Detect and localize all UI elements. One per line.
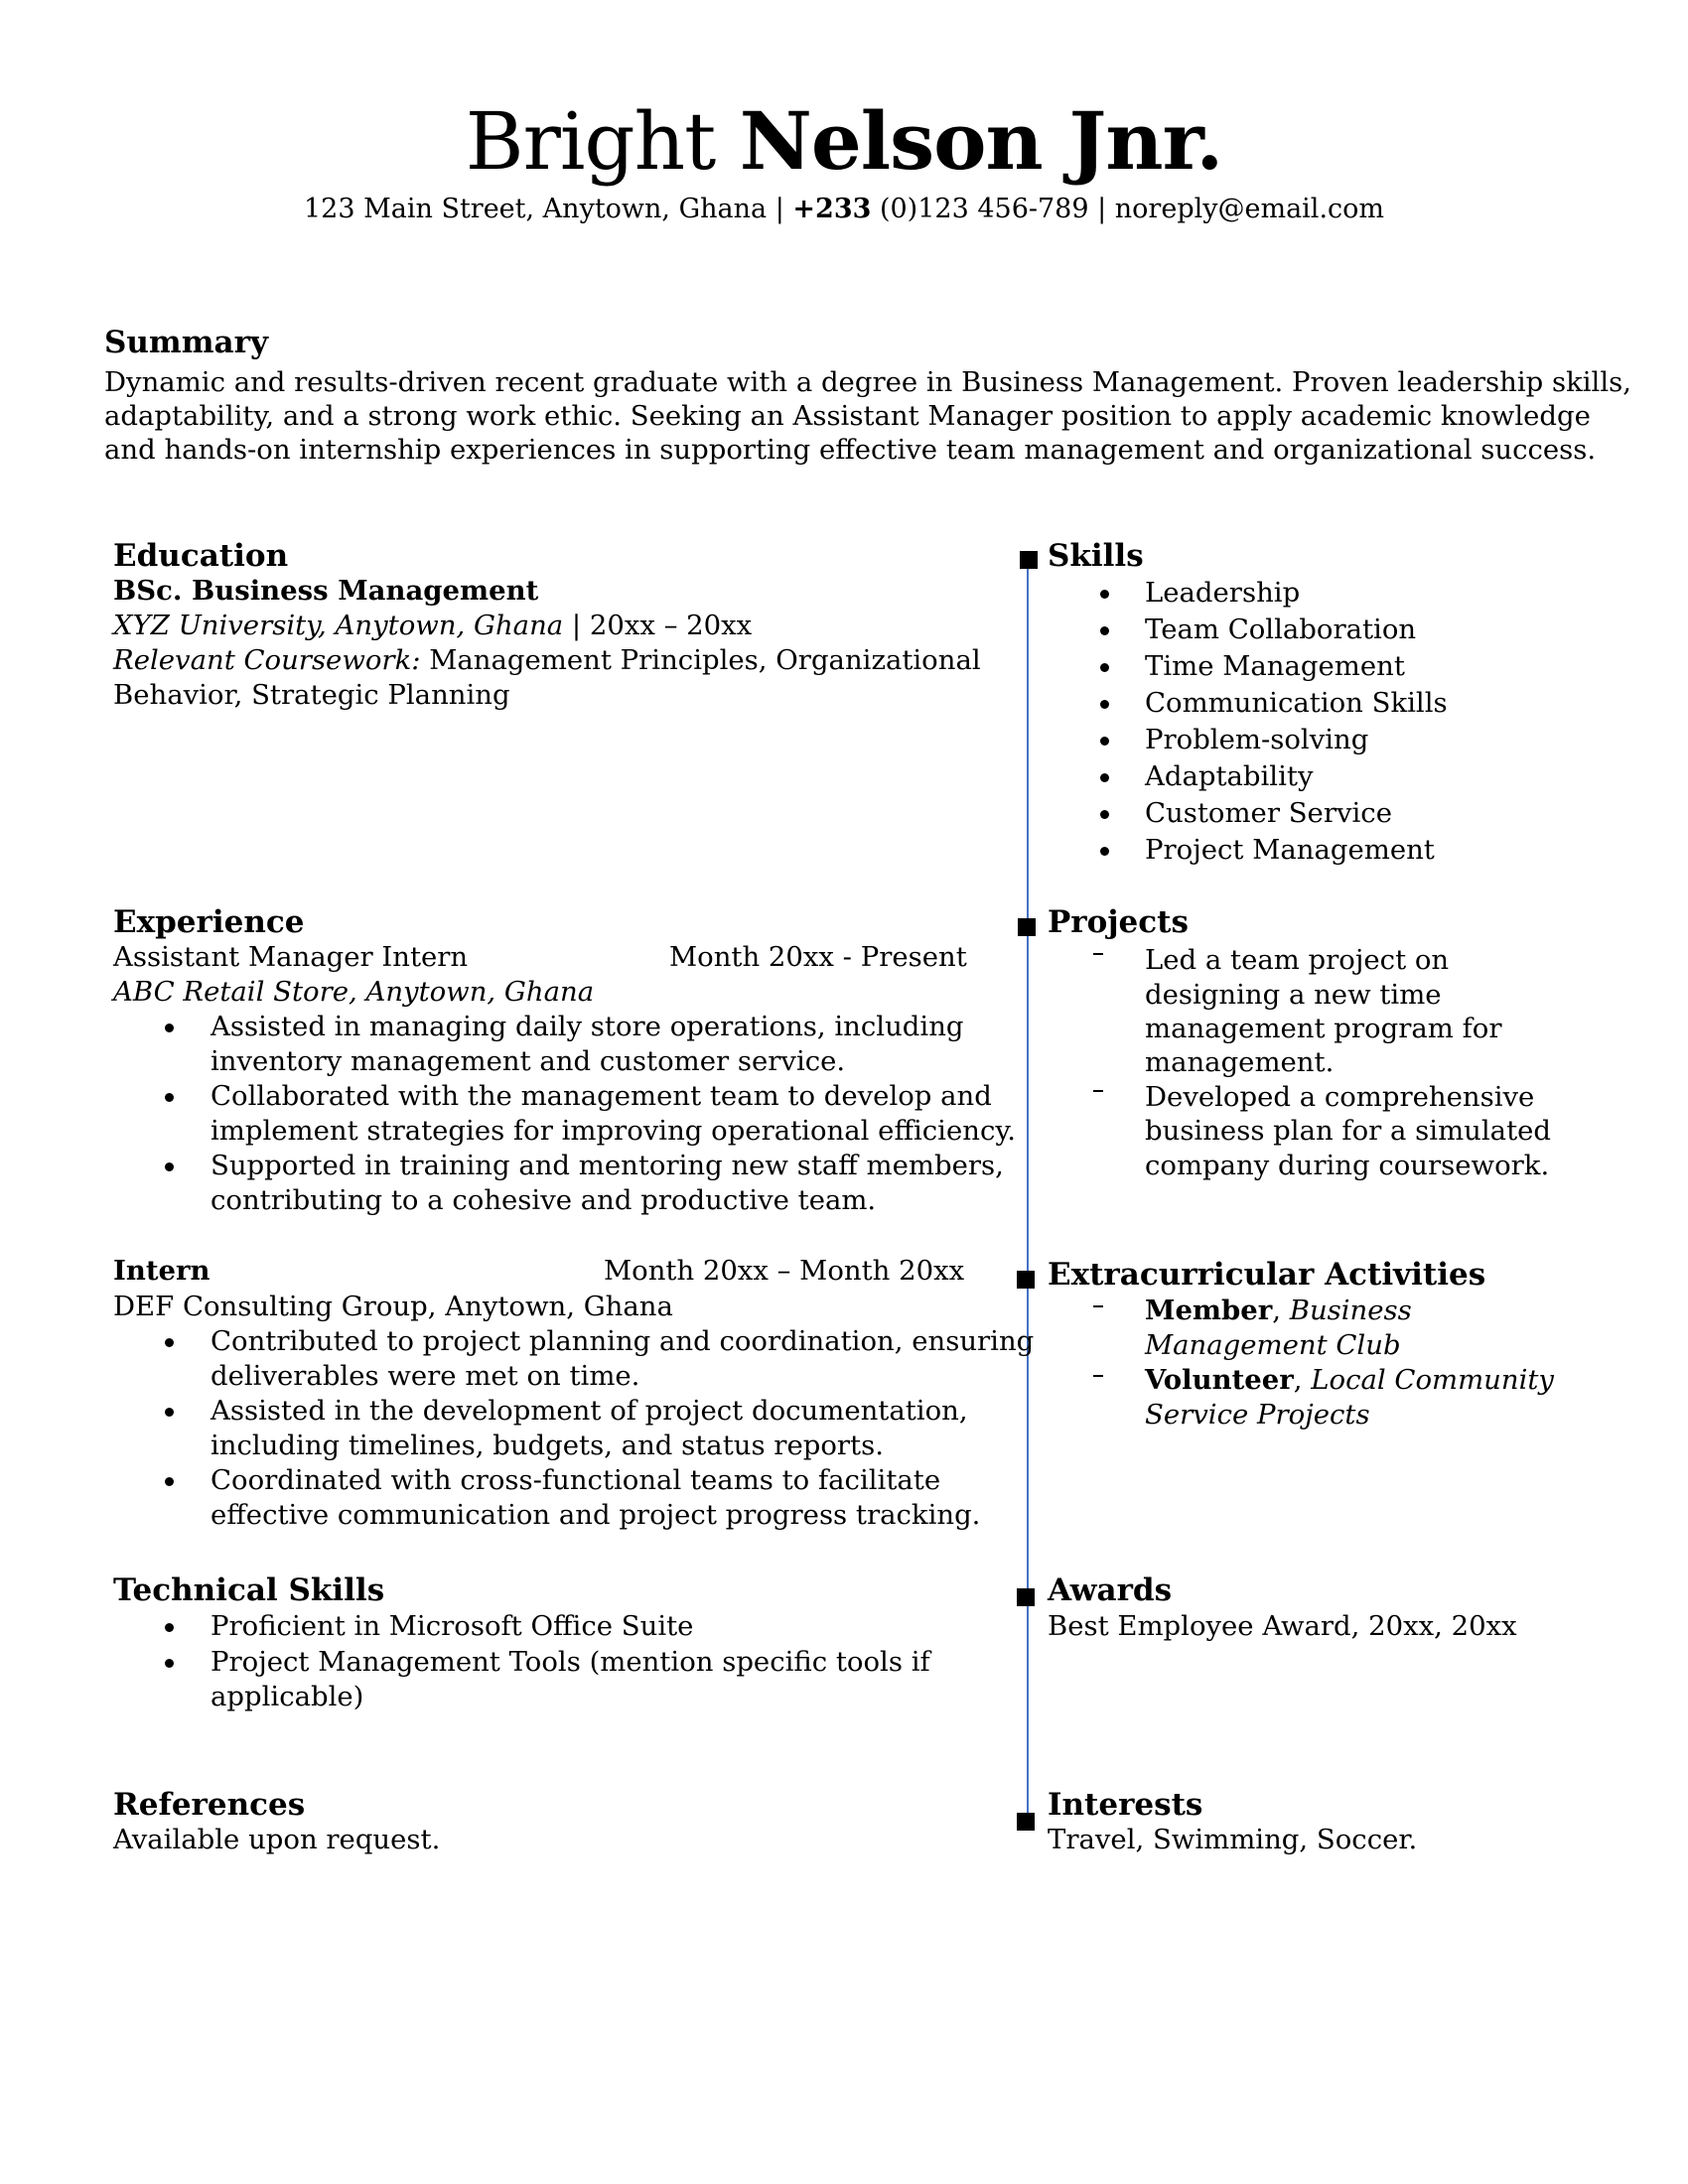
- activity-org: Local Community: [1311, 1364, 1554, 1396]
- bullet-icon: [165, 1338, 174, 1347]
- section-marker-icon: [1018, 918, 1036, 936]
- bullet-icon: [1100, 700, 1109, 709]
- interests-text: Travel, Swimming, Soccer.: [1048, 1824, 1418, 1855]
- section-marker-icon: [1017, 1588, 1035, 1606]
- project-text: company during coursework.: [1145, 1150, 1550, 1181]
- bullet-icon: [165, 1024, 174, 1032]
- bullet-text: Contributed to project planning and coordination, ensuring: [211, 1325, 1035, 1357]
- bullet-text: Collaborated with the management team to develop and: [211, 1080, 992, 1112]
- dash-bullet-icon: [1093, 1090, 1103, 1092]
- activity-line: [1145, 1363, 1554, 1398]
- dash-bullet-icon: [1093, 1375, 1103, 1377]
- technical-skill-item: Project Management Tools (mention specific tools if: [211, 1646, 930, 1678]
- project-text: business plan for a simulated: [1145, 1115, 1551, 1147]
- bullet-text: implement strategies for improving operational efficiency.: [211, 1115, 1016, 1147]
- skill-item: Problem-solving: [1145, 724, 1369, 755]
- skills-heading: Skills: [1048, 538, 1144, 574]
- bullet-text: contributing to a cohesive and productive team.: [211, 1184, 877, 1216]
- summary-line: and hands-on internship experiences in supporting effective team management and organizational success.: [104, 434, 1597, 466]
- contact-phone-code: +233: [792, 194, 872, 224]
- bullet-icon: [165, 1408, 174, 1417]
- bullet-icon: [165, 1093, 174, 1102]
- bullet-icon: [165, 1623, 174, 1632]
- activity-role: Member: [1145, 1295, 1273, 1326]
- bullet-text: Supported in training and mentoring new staff members,: [211, 1150, 1004, 1181]
- education-heading: Education: [113, 538, 289, 574]
- bullet-text: deliverables were met on time.: [211, 1360, 640, 1392]
- bullet-icon: [1100, 847, 1109, 856]
- experience-heading: Experience: [113, 904, 305, 940]
- coursework-label: Relevant Coursework:: [113, 644, 421, 676]
- project-text: designing a new time: [1145, 979, 1442, 1011]
- technical-skill-item: applicable): [211, 1681, 364, 1712]
- references-text: Available upon request.: [113, 1824, 441, 1855]
- timeline-divider: [1027, 566, 1029, 1813]
- skill-item: Communication Skills: [1145, 687, 1448, 719]
- activity-org: Business: [1289, 1295, 1412, 1326]
- skill-item: Team Collaboration: [1145, 614, 1417, 645]
- bullet-text: including timelines, budgets, and status reports.: [211, 1430, 884, 1461]
- project-text: Led a team project on: [1145, 944, 1450, 976]
- dash-bullet-icon: [1093, 1305, 1103, 1307]
- last-name: Nelson Jnr.: [739, 94, 1223, 188]
- coursework-line: Management Principles, Organizational: [420, 644, 981, 676]
- education-coursework: [113, 643, 981, 678]
- education-degree: BSc. Business Management: [113, 575, 539, 607]
- summary-line: Dynamic and results-driven recent graduate with a degree in Business Management. Proven leadership skills,: [104, 366, 1631, 398]
- bullet-text: effective communication and project progress tracking.: [211, 1499, 981, 1531]
- skill-item: Customer Service: [1145, 797, 1392, 829]
- project-text: Developed a comprehensive: [1145, 1081, 1535, 1113]
- activity-org: Management Club: [1145, 1329, 1401, 1361]
- bullet-text: Assisted in managing daily store operations, including: [211, 1011, 964, 1042]
- project-text: management.: [1145, 1046, 1335, 1078]
- bullet-icon: [1100, 590, 1109, 599]
- skill-item: Time Management: [1145, 650, 1405, 682]
- section-marker-icon: [1017, 1813, 1035, 1831]
- extracurricular-heading: Extracurricular Activities: [1048, 1257, 1486, 1293]
- bullet-icon: [165, 1162, 174, 1171]
- education-school: XYZ University, Anytown, Ghana: [113, 610, 564, 641]
- interests-heading: Interests: [1048, 1787, 1203, 1823]
- bullet-icon: [1100, 737, 1109, 746]
- job-dates: Month 20xx – Month 20xx: [604, 1255, 965, 1287]
- contact-address: 123 Main Street, Anytown, Ghana |: [303, 194, 793, 224]
- section-marker-icon: [1020, 551, 1038, 569]
- skill-item: Leadership: [1145, 577, 1301, 609]
- projects-heading: Projects: [1048, 904, 1189, 940]
- bullet-text: Assisted in the development of project documentation,: [211, 1395, 968, 1427]
- contact-phone-email: (0)123 456-789 | noreply@email.com: [871, 194, 1385, 224]
- candidate-name: [0, 91, 1688, 192]
- bullet-icon: [1100, 626, 1109, 635]
- bullet-text: inventory management and customer service.: [211, 1045, 846, 1077]
- education-years: | 20xx – 20xx: [563, 610, 753, 641]
- separator: ,: [1272, 1295, 1290, 1326]
- job-title: Assistant Manager Intern: [113, 941, 469, 973]
- summary-line: adaptability, and a strong work ethic. Seeking an Assistant Manager position to apply academic knowledge: [104, 400, 1591, 432]
- references-heading: References: [113, 1787, 306, 1823]
- bullet-icon: [1100, 663, 1109, 672]
- technical-skill-item: Proficient in Microsoft Office Suite: [211, 1610, 694, 1642]
- first-name: Bright: [465, 95, 716, 188]
- bullet-icon: [1100, 810, 1109, 819]
- bullet-icon: [165, 1659, 174, 1668]
- contact-line: [0, 192, 1688, 227]
- section-marker-icon: [1017, 1271, 1035, 1289]
- activity-org: Service Projects: [1145, 1399, 1370, 1431]
- dash-bullet-icon: [1093, 953, 1103, 955]
- technical-skills-heading: Technical Skills: [113, 1572, 385, 1608]
- awards-text: Best Employee Award, 20xx, 20xx: [1048, 1610, 1517, 1642]
- activity-line: [1145, 1294, 1412, 1328]
- education-school-line: [113, 609, 752, 643]
- bullet-icon: [165, 1477, 174, 1486]
- skill-item: Adaptability: [1145, 760, 1314, 792]
- summary-heading: Summary: [104, 325, 268, 360]
- job-company: DEF Consulting Group, Anytown, Ghana: [113, 1291, 673, 1322]
- job-company: ABC Retail Store, Anytown, Ghana: [113, 976, 595, 1008]
- bullet-text: Coordinated with cross-functional teams to facilitate: [211, 1464, 941, 1496]
- activity-role: Volunteer: [1145, 1364, 1294, 1396]
- separator: ,: [1293, 1364, 1312, 1396]
- bullet-icon: [1100, 773, 1109, 782]
- job-dates: Month 20xx - Present: [669, 941, 967, 973]
- job-title: Intern: [113, 1255, 211, 1287]
- project-text: management program for: [1145, 1013, 1502, 1044]
- awards-heading: Awards: [1048, 1572, 1173, 1608]
- coursework-line: Behavior, Strategic Planning: [113, 679, 510, 711]
- skill-item: Project Management: [1145, 834, 1435, 866]
